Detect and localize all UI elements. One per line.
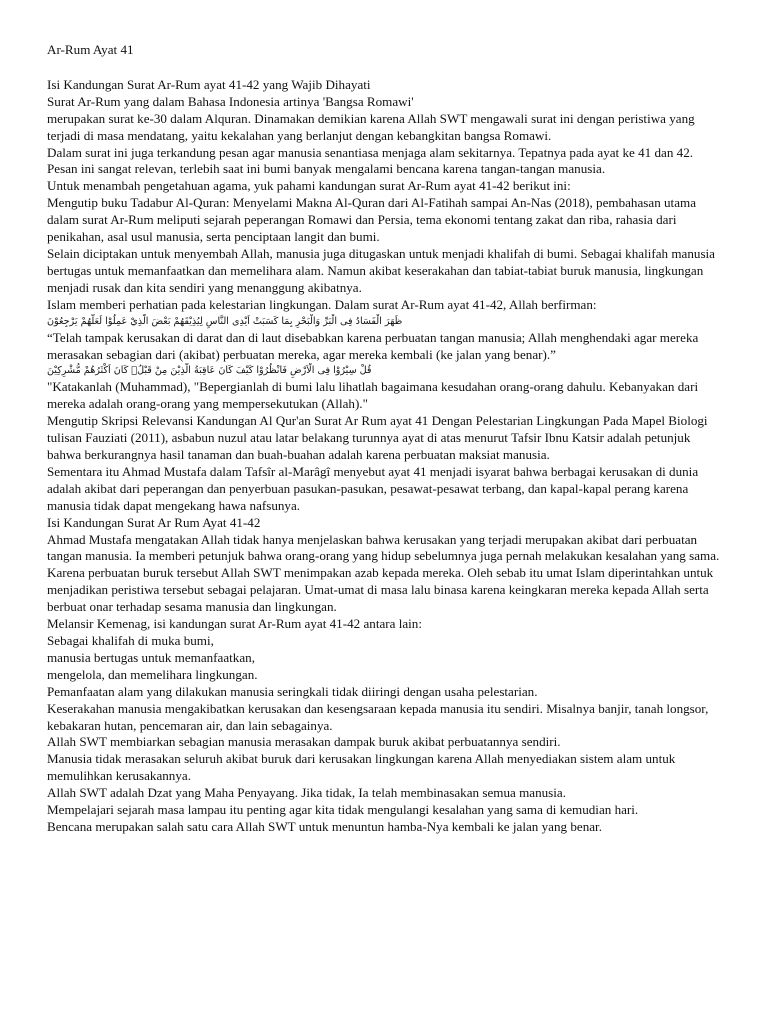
list-item: Allah SWT membiarkan sebagian manusia merasakan dampak buruk akibat perbuatannya sendiri. xyxy=(47,734,561,750)
list-item: Manusia tidak merasakan seluruh akibat buruk dari kerusakan lingkungan karena Allah menyediakan sistem alam untuk memulihkan kerusakannya. xyxy=(47,751,676,784)
list-item: Mempelajari sejarah masa lampau itu penting agar kita tidak mengulangi kesalahan yang sama di kemudian hari. xyxy=(47,802,639,818)
paragraph: Mengutip buku Tadabur Al-Quran: Menyelami Makna Al-Quran dari Al-Fatihah sampai An-Nas (2018), pembahasan utama dalam surat Ar-Rum meliputi sejarah peperangan Romawi dan Persia, tema ekonomi tentang zakat dan riba, rahasia dari penikahan, asal usul manusia, serta penciptaan langit dan bumi. xyxy=(47,195,697,245)
paragraph: Mengutip Skripsi Relevansi Kandungan Al Qur'an Surat Ar Rum ayat 41 Dengan Pelestarian Lingkungan Pada Mapel Biologi tulisan Fauziati (2011), asbabun nuzul atau latar belakang turunnya ayat di atas menurut Tafsir Ibnu Katsir adalah petunjuk bahwa berkurangnya hasil tanaman dan buah-buahan adalah karena perbuatan maksiat manusia. xyxy=(47,413,708,463)
list-item: mengelola, dan memelihara lingkungan. xyxy=(47,666,258,682)
paragraph: Dalam surat ini juga terkandung pesan agar manusia senantiasa menjaga alam sekitarnya. Tepatnya pada ayat ke 41 dan 42. Pesan ini sangat relevan, terlebih saat ini bumi banyak mengalami bencana karena tangan-tangan manusia. xyxy=(47,144,694,177)
paragraph: Selain diciptakan untuk menyembah Allah, manusia juga ditugaskan untuk menjadi khalifah di bumi. Sebagai khalifah manusia bertugas untuk memanfaatkan dan memelihara alam. Namun akibat keserakahan dan tabiat-tabiat buruk manusia, lingkungan menjadi rusak dan kita sendiri yang menanggung akibatnya. xyxy=(47,245,715,295)
list-item: Pemanfaatan alam yang dilakukan manusia seringkali tidak diiringi dengan usaha pelestarian. xyxy=(47,683,538,699)
paragraph: Karena perbuatan buruk tersebut Allah SWT menimpakan azab kepada mereka. Oleh sebab itu umat Islam diperintahkan untuk menjadikan peristiwa tersebut sebagai pelajaran. Umat-umat di masa lalu binasa karena keingkaran mereka kepada Allah serta berbuat onar terhadap sesama manusia dan lingkungan. xyxy=(47,565,714,615)
verse-translation: "Katakanlah (Muhammad), "Bepergianlah di bumi lalu lihatlah bagaimana kesudahan orang-orang dahulu. Kebanyakan dari mereka adalah orang-orang yang mempersekutukan (Allah)." xyxy=(47,379,699,412)
section-heading: Isi Kandungan Surat Ar-Rum ayat 41-42 yang Wajib Dihayati xyxy=(47,76,371,92)
paragraph: Sementara itu Ahmad Mustafa dalam Tafsîr al-Marâgî menyebut ayat 41 menjadi isyarat bahwa berbagai kerusakan di dunia adalah akibat dari peperangan dan penyerbuan pasukan-pasukan, pesawat-pesawat terbang, dan kapal-kapal perang karena manusia tidak dapat mengekang hawa nafsunya. xyxy=(47,463,699,513)
paragraph: merupakan surat ke-30 dalam Alquran. Dinamakan demikian karena Allah SWT mengawali surat ini dengan peristiwa yang terjadi di masa mendatang, yaitu kekalahan yang berlanjut dengan kebangkitan bangsa Romawi. xyxy=(47,110,695,143)
paragraph: Surat Ar-Rum yang dalam Bahasa Indonesia artinya 'Bangsa Romawi' xyxy=(47,93,414,109)
paragraph: Untuk menambah pengetahuan agama, yuk pahami kandungan surat Ar-Rum ayat 41-42 berikut ini: xyxy=(47,178,571,194)
list-item: Sebagai khalifah di muka bumi, xyxy=(47,633,214,648)
verse-translation: “Telah tampak kerusakan di darat dan di laut disebabkan karena perbuatan tangan manusia; Allah menghendaki agar mereka merasakan sebagian dari (akibat) perbuatan mereka, agar mereka kembali (ke jalan yang benar).” xyxy=(47,329,699,362)
section-heading: Isi Kandungan Surat Ar Rum Ayat 41-42 xyxy=(47,514,261,530)
list-item: Allah SWT adalah Dzat yang Maha Penyayang. Jika tidak, Ia telah membinasakan semua manusia. xyxy=(47,785,566,801)
list-item: Keserakahan manusia mengakibatkan kerusakan dan kesengsaraan kepada manusia itu sendiri. Misalnya banjir, tanah longsor, kebakaran hutan, pencemaran air, dan lain sebagainya. xyxy=(47,700,709,733)
document-page xyxy=(47,42,723,836)
paragraph: Ahmad Mustafa mengatakan Allah tidak hanya menjelaskan bahwa kerusakan yang terjadi merupakan akibat dari perbuatan tangan manusia. Ia memberi petunjuk bahwa orang-orang yang hidup sebelumnya juga pernah melakukan kesalahan yang sama. xyxy=(47,531,720,564)
document-title: Ar-Rum Ayat 41 xyxy=(47,42,134,57)
list-item: manusia bertugas untuk memanfaatkan, xyxy=(47,649,255,665)
list-item: Bencana merupakan salah satu cara Allah SWT untuk menuntun hamba-Nya kembali ke jalan yang benar. xyxy=(47,818,602,834)
paragraph: Melansir Kemenag, isi kandungan surat Ar-Rum ayat 41-42 antara lain: xyxy=(47,616,422,632)
paragraph: Islam memberi perhatian pada kelestarian lingkungan. Dalam surat Ar-Rum ayat 41-42, Allah berfirman: xyxy=(47,296,597,312)
spacer xyxy=(47,59,723,77)
arabic-verse-41: ظَهَرَ الْفَسَادُ فِى الْبَرِّ وَالْبَحْرِ بِمَا كَسَبَتْ اَيْدِى النَّاسِ لِيُذِيْقَهُمْ بَعْضَ الَّذِيْ عَمِلُوْا لَعَلَّهُمْ يَرْجِعُوْنَ xyxy=(47,315,403,327)
arabic-verse-42: قُلْ سِيْرُوْا فِى الْاَرْضِ فَانْظُرُوْا كَيْفَ كَانَ عَاقِبَةُ الَّذِيْنَ مِنْ قَبْلُۗ كَانَ اَكْثَرُهُمْ مُّشْرِكِيْنَ xyxy=(47,365,372,377)
